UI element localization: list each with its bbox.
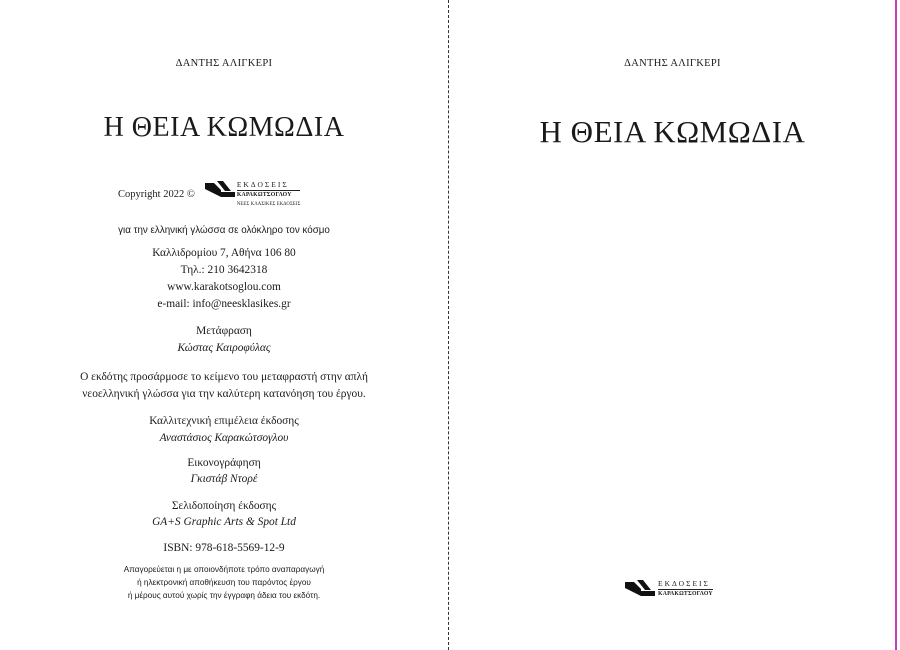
rights-scope: για την ελληνική γλώσσα σε ολόκληρο τον κόσμο bbox=[118, 225, 330, 236]
book-title: Η ΘΕΙΑ ΚΩΜΩΔΙΑ bbox=[103, 112, 345, 143]
logo-subtitle-text: ΝΕΕΣ ΚΛΑΣΙΚΕΣ ΕΚΔΟΣΕΙΣ bbox=[236, 201, 301, 207]
logo-name-text: ΚΑΡΑΚΩΤΣΟΓΛΟΥ bbox=[236, 191, 292, 198]
left-page bbox=[0, 0, 448, 650]
email: e-mail: info@neesklasikes.gr bbox=[157, 298, 291, 310]
legal-line-1: Απαγορεύεται η με οποιονδήποτε τρόπο αναπαραγωγή bbox=[123, 565, 325, 574]
phone: Τηλ.: 210 3642318 bbox=[180, 264, 268, 276]
logo-top-text: ΕΚΔΟΣΕΙΣ bbox=[236, 179, 289, 189]
publisher-logo-icon bbox=[205, 181, 235, 201]
page-edge bbox=[895, 0, 897, 650]
publisher-logo bbox=[624, 580, 713, 600]
copyright-row bbox=[118, 172, 300, 216]
illustrator: Γκιστάβ Ντορέ bbox=[190, 473, 258, 485]
illustration-label: Εικονογράφηση bbox=[187, 457, 261, 469]
legal-line-2: ή ηλεκτρονική αποθήκευση του παρόντος έργου bbox=[137, 578, 311, 587]
translation-label: Μετάφραση bbox=[196, 325, 252, 337]
publisher-logo-icon bbox=[624, 580, 656, 600]
copyright-text: Copyright 2022 © bbox=[118, 188, 195, 200]
address: Καλλιδρομίου 7, Αθήνα 106 80 bbox=[152, 247, 296, 259]
author-name: ΔΑΝΤΗΣ ΑΛΙΓΚΕΡΙ bbox=[175, 58, 273, 69]
logo-top-text: ΕΚΔΟΣΕΙΣ bbox=[658, 579, 710, 588]
layout-by: GA+S Graphic Arts & Spot Ltd bbox=[152, 516, 296, 528]
website: www.karakotsoglou.com bbox=[167, 281, 281, 293]
art-director: Αναστάσιος Καρακώτσογλου bbox=[159, 432, 289, 444]
page-divider bbox=[448, 0, 449, 650]
note-line-1: Ο εκδότης προσάρμοσε το κείμενο του μεταφραστή στην απλή bbox=[80, 371, 368, 383]
note-line-2: νεοελληνική γλώσσα για την καλύτερη κατανόηση του έργου. bbox=[82, 388, 366, 400]
translator: Κώστας Καιροφύλας bbox=[177, 342, 271, 354]
right-page bbox=[450, 0, 895, 650]
author-name: ΔΑΝΤΗΣ ΑΛΙΓΚΕΡΙ bbox=[624, 58, 721, 69]
legal-line-3: ή μέρους αυτού χωρίς την έγγραφη άδεια του εκδότη. bbox=[127, 591, 321, 600]
publisher-logo bbox=[205, 181, 301, 208]
isbn: ISBN: 978-618-5569-12-9 bbox=[163, 542, 285, 554]
logo-name-text: ΚΑΡΑΚΩΤΣΟΓΛΟΥ bbox=[658, 591, 713, 597]
layout-label: Σελιδοποίηση έκδοσης bbox=[171, 500, 277, 512]
book-title: Η ΘΕΙΑ ΚΩΜΩΔΙΑ bbox=[539, 114, 806, 149]
art-direction-label: Καλλιτεχνική επιμέλεια έκδοσης bbox=[149, 415, 299, 427]
